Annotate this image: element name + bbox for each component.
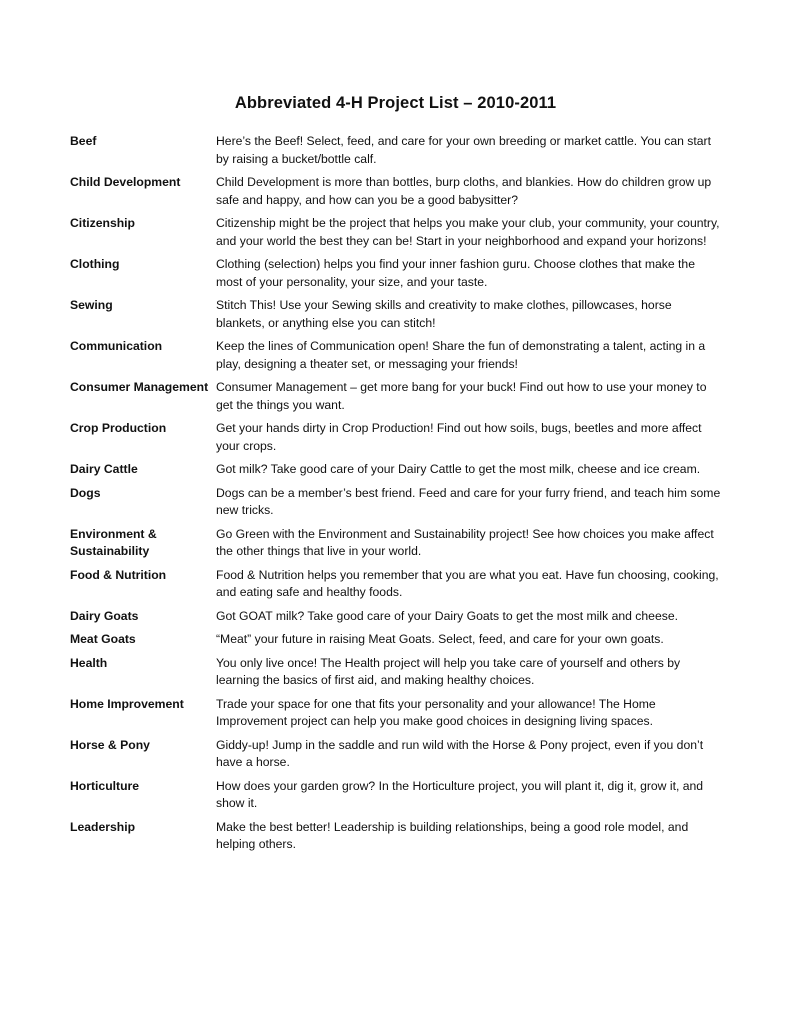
project-row — [70, 297, 721, 332]
project-name: Food & Nutrition — [70, 567, 167, 582]
project-description: Consumer Management – get more bang for your buck! Find out how to use your money to get the things you want. — [216, 380, 707, 412]
project-description: Stitch This! Use your Sewing skills and creativity to make clothes, pillowcases, horse blankets, or anything else you can stitch! — [216, 298, 672, 330]
project-row — [70, 461, 721, 479]
project-description: Dogs can be a member’s best friend. Feed and care for your furry friend, and teach him some new tricks. — [216, 485, 721, 517]
project-name: Consumer Management — [70, 380, 209, 394]
project-row — [70, 778, 721, 813]
project-name: Sewing — [70, 298, 113, 312]
project-name: Health — [70, 655, 108, 670]
project-description: Keep the lines of Communication open! Share the fun of demonstrating a talent, acting in a play, designing a theater set, or messaging your friends! — [216, 339, 706, 371]
project-description: Got GOAT milk? Take good care of your Dairy Goats to get the most milk and cheese. — [216, 608, 678, 623]
project-name: Citizenship — [70, 216, 136, 230]
project-row — [70, 696, 721, 731]
project-name: Meat Goats — [70, 632, 136, 646]
project-description: Trade your space for one that fits your personality and your allowance! The Home Improvement project can help you make good choices in designing living spaces. — [216, 696, 656, 728]
project-row — [70, 379, 721, 414]
project-description: Clothing (selection) helps you find your inner fashion guru. Choose clothes that make the most of your personality, your size, and your taste. — [216, 257, 695, 289]
project-row — [70, 655, 721, 690]
project-description: Citizenship might be the project that helps you make your club, your community, your country, and your world the best they can be! Start in your neighborhood and expand your horizons! — [216, 216, 720, 248]
project-row — [70, 526, 721, 561]
project-name: Home Improvement — [70, 696, 184, 711]
project-description: You only live once! The Health project will help you take care of yourself and others by learning the basics of first aid, and making healthy choices. — [216, 655, 681, 687]
project-list — [70, 133, 721, 860]
project-description: Here’s the Beef! Select, feed, and care for your own breeding or market cattle. You can start by raising a bucket/bottle calf. — [216, 134, 712, 166]
project-name: Crop Production — [70, 421, 167, 435]
project-name: Dairy Goats — [70, 608, 139, 623]
project-description: Got milk? Take good care of your Dairy Cattle to get the most milk, cheese and ice cream. — [216, 462, 701, 476]
project-description: Giddy-up! Jump in the saddle and run wild with the Horse & Pony project, even if you don’t have a horse. — [216, 737, 704, 769]
project-row — [70, 420, 721, 455]
project-name: Leadership — [70, 819, 136, 834]
project-name: Dairy Cattle — [70, 462, 138, 476]
project-row — [70, 485, 721, 520]
project-row — [70, 608, 721, 626]
project-name: Clothing — [70, 257, 120, 271]
project-row — [70, 256, 721, 291]
project-description: Child Development is more than bottles, burp cloths, and blankies. How do children grow up safe and happy, and how can you be a good babysitter? — [216, 175, 712, 207]
project-description: Food & Nutrition helps you remember that you are what you eat. Have fun choosing, cooking, and eating safe and healthy foods. — [216, 567, 719, 599]
project-description: Get your hands dirty in Crop Production! Find out how soils, bugs, beetles and more affect your crops. — [216, 421, 702, 453]
project-name: Dogs — [70, 485, 101, 500]
project-name: Horse & Pony — [70, 737, 150, 752]
project-row — [70, 567, 721, 602]
project-name: Beef — [70, 134, 97, 148]
project-description: Make the best better! Leadership is building relationships, being a good role model, and helping others. — [216, 819, 689, 851]
project-name: Horticulture — [70, 778, 140, 793]
project-row — [70, 737, 721, 772]
page-title: Abbreviated 4-H Project List – 2010-2011 — [234, 94, 557, 112]
project-row — [70, 133, 721, 168]
project-row — [70, 174, 721, 209]
project-name: Environment & Sustainability — [70, 526, 157, 558]
project-description: How does your garden grow? In the Horticulture project, you will plant it, dig it, grow it, and show it. — [216, 778, 704, 810]
project-description: Go Green with the Environment and Sustainability project! See how choices you make affect the other things that live in your world. — [216, 526, 714, 558]
project-name: Child Development — [70, 175, 181, 189]
project-row — [70, 338, 721, 373]
project-row — [70, 215, 721, 250]
project-row — [70, 819, 721, 854]
project-description: “Meat” your future in raising Meat Goats. Select, feed, and care for your own goats. — [216, 632, 664, 646]
project-name: Communication — [70, 339, 163, 353]
project-row — [70, 631, 721, 649]
